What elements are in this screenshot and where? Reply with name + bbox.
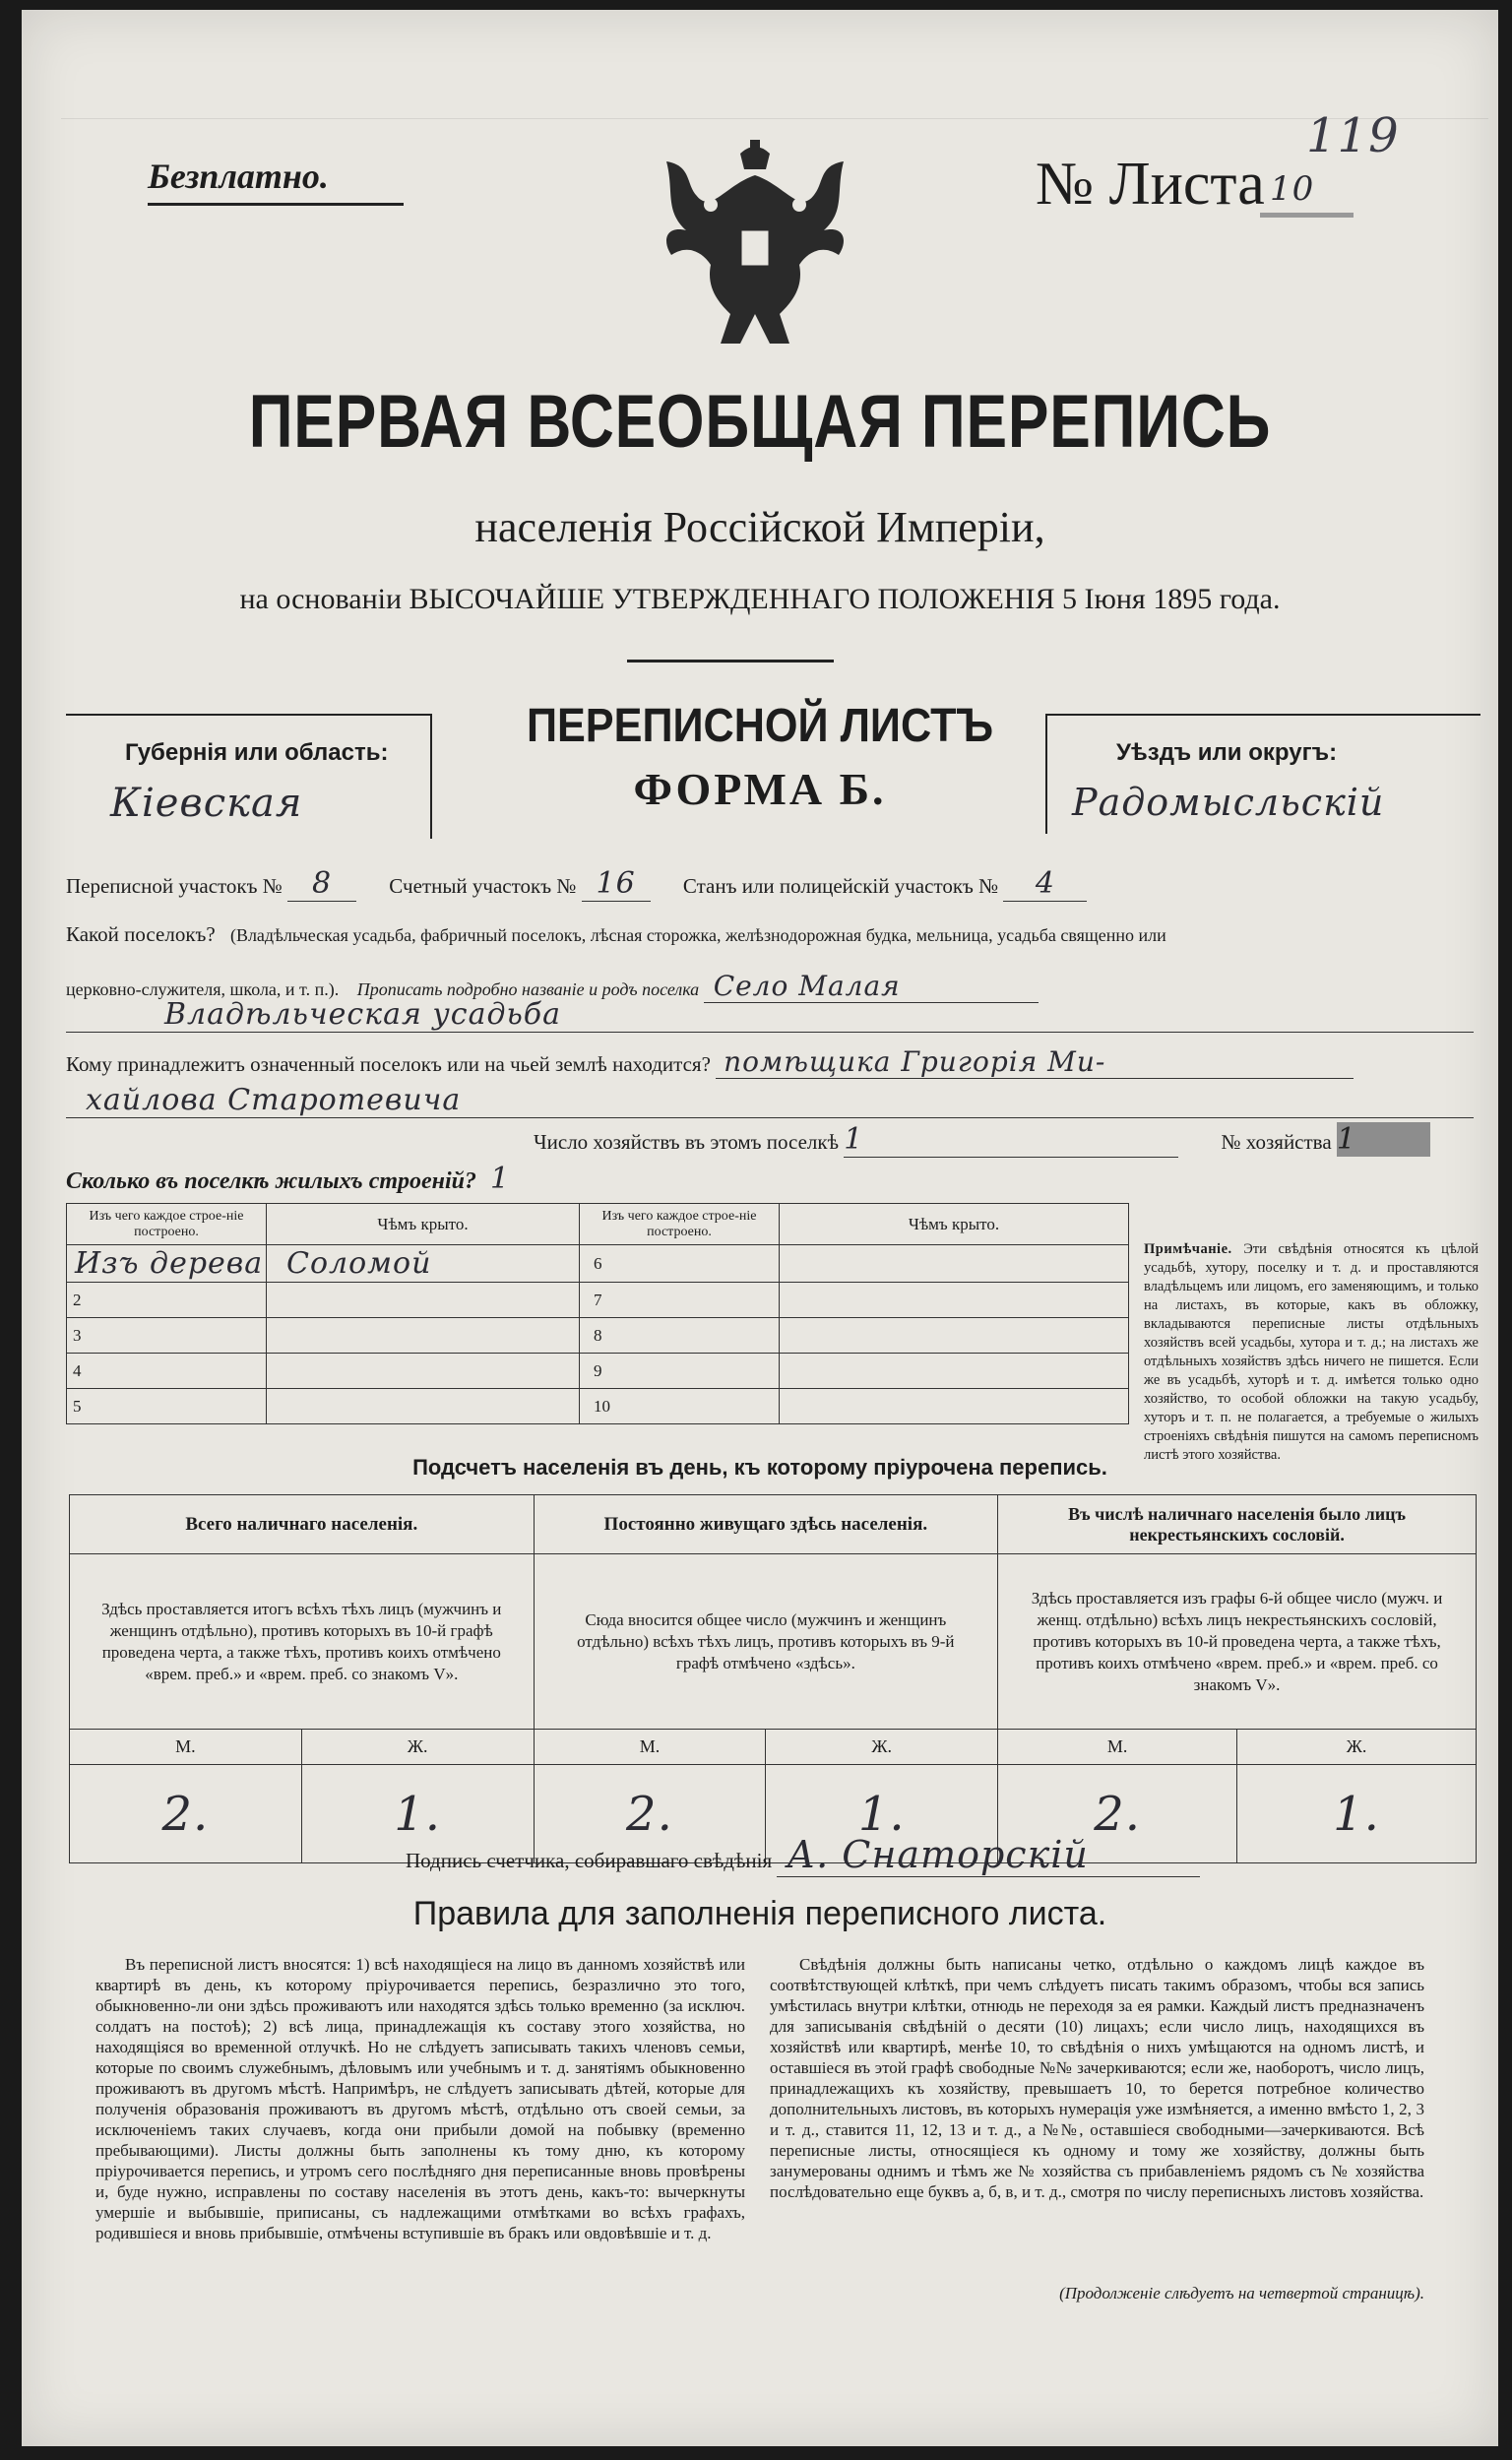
building-8-roof	[780, 1318, 1129, 1354]
building-8-number: 8	[580, 1318, 780, 1354]
signature-value: А. Снаторскій	[777, 1833, 1200, 1877]
table-row	[67, 1354, 1129, 1389]
table-row	[67, 1283, 1129, 1318]
table-row	[67, 1389, 1129, 1424]
building-10-number: 10	[580, 1389, 780, 1424]
poselok-value-2: Владѣльческая усадьба	[66, 997, 1474, 1033]
census-form-page	[22, 10, 1498, 2446]
gubernia-value: Кіевская	[110, 781, 303, 826]
buildings-row	[66, 1162, 510, 1196]
rules-continuation: (Продолженіе слѣдуетъ на четвертой страницѣ).	[1059, 2284, 1424, 2302]
population-col-nonpeasant: Въ числѣ наличнаго населенія было лицъ некрестьянскихъ сословій.	[998, 1495, 1477, 1554]
rules-left-column: Въ переписной листъ вносятся: 1) всѣ находящіеся на лицо въ данномъ хозяйствѣ или квартирѣ въ день, къ которому пріурочивается перепись, безразлично это того, обыкновенно-ли они здѣсь проживаютъ или находятся здѣсь только временно (за исключ. солдатъ на постоѣ); 2) всѣ лица, принадлежащія къ составу этого хозяйства, но находящіяся во временной отлучкѣ. Но не слѣдуетъ записывать такихъ членовъ семьи, которые по своимъ служебнымъ, дѣловымъ или учебнымъ и т. д. занятіямъ обыкновенно проживаютъ въ другомъ мѣстѣ. Напримѣръ, не слѣдуетъ записывать дѣтей, которые для полученія образованія проживаютъ въ другомъ мѣстѣ, отдѣльно отъ своей семьи, за исключеніемъ таких случаевъ, когда они прибыли домой на побывку (временно пребывающими). Листы должны быть заполнены къ тому дню, къ которому пріурочивается перепись, и утромъ сего послѣдняго дня переписанные вновь провѣрены и, буде нужно, исправлены по составу населенія въ этотъ день, какъ-то: вычеркнуты умершіе и выбывшіе, приписаны, съ надлежащими отмѣтками во всѣхъ графахъ, родившіеся и вновь прибывшіе, отмѣчены вступившіе въ бракъ или овдовѣвшіе и т. д.	[95, 1955, 745, 2242]
building-9-roof	[780, 1354, 1129, 1389]
gubernia-label: Губернія или область:	[125, 739, 389, 766]
building-6-number: 6	[580, 1245, 780, 1283]
census-title: ПЕРВАЯ ВСЕОБЩАЯ ПЕРЕПИСЬ	[248, 380, 1272, 464]
free-label: Безплатно.	[148, 157, 329, 196]
uezd-label: Уѣздъ или округъ:	[1116, 739, 1338, 766]
uchastok-value: 8	[287, 866, 356, 902]
population-table	[69, 1494, 1477, 1863]
buildings-label: Сколько въ поселкѣ жилыхъ строеній?	[66, 1168, 476, 1194]
note-lead: Примѣчаніе.	[1144, 1241, 1232, 1257]
sheet-number-label: № Листа	[1036, 151, 1265, 218]
building-5-number: 5	[67, 1389, 267, 1424]
building-7-roof	[780, 1283, 1129, 1318]
buildings-col-material: Изъ чего каждое строе-ніе построено.	[67, 1204, 267, 1245]
f-header-2: Ж.	[766, 1730, 998, 1765]
rules-right-column: Свѣдѣнія должны быть написаны четко, отдѣльно о каждомъ лицѣ каждое въ соотвѣтствующей клѣткѣ, при чемъ слѣдуетъ писать такимъ образомъ, чтобы вся запись умѣстилась внутри клѣтки, отнюдь не переходя за ея рамки. Каждый листъ предназначенъ для записыванія свѣдѣній о десяти (10) лицахъ; если число лицъ, находящихся въ хозяйствѣ или квартирѣ, менѣе 10, то свѣдѣнія о нихъ умѣщаются на одномъ листѣ, и оставшіеся въ этой графѣ свободные №№ зачеркиваются; если же, наоборотъ, число лицъ, принадлежащихъ къ хозяйству, превышаетъ 10, то берется потребное количество дополнительныхъ листовъ, въ которыхъ нумерація уже измѣняется, а именно вмѣсто 1, 2, 3 и т. д., ставится 11, 12, 13 и т. д., а №№, оставшіеся свободными—зачеркиваются. Всѣ переписные листы, относящіеся къ одному и тому же хозяйству, должны быть занумерованы однимъ и тѣмъ же № хозяйства съ прибавленіемъ рядомъ съ № хозяйства послѣдовательно еще буквъ а, б, в, и т. д., смотря по числу переписныхъ листовъ хозяйства.	[770, 1955, 1424, 2201]
households-value: 1	[844, 1122, 1178, 1158]
free-label-underline	[148, 203, 404, 206]
census-subtitle: населенія Россійской Имперіи,	[474, 503, 1045, 551]
sheet-number-underline	[1260, 213, 1354, 218]
imperial-eagle-icon	[652, 136, 858, 362]
building-2-number: 2	[67, 1283, 267, 1318]
owner-value-1: помѣщика Григорія Ми-	[716, 1045, 1354, 1079]
nonpeasant-male: 2.	[998, 1765, 1237, 1863]
signature-label: Подпись счетчика, собиравшаго свѣдѣнія	[406, 1849, 773, 1872]
stan-label: Станъ или полицейскій участокъ №	[682, 874, 999, 898]
m-header-3: М.	[998, 1730, 1237, 1765]
buildings-col-material-2: Изъ чего каждое строе-ніе построено.	[580, 1204, 780, 1245]
table-row	[67, 1245, 1129, 1283]
owner-label: Кому принадлежитъ означенный поселокъ или на чьей землѣ находится?	[66, 1052, 711, 1076]
census-basis: на основаніи ВЫСОЧАЙШЕ УТВЕРЖДЕННАГО ПОЛОЖЕНІЯ 5 Іюня 1895 года.	[239, 583, 1281, 615]
form-subtitle: ФОРМА Б.	[633, 764, 887, 814]
district-fields-row	[66, 866, 1087, 902]
permanent-male: 2.	[534, 1765, 766, 1863]
poselok-hint-2: церковно-служителя, школа, и т. п.).	[66, 979, 340, 999]
building-1-roof: Соломой	[267, 1245, 580, 1283]
m-header-1: М.	[70, 1730, 302, 1765]
building-10-roof	[780, 1389, 1129, 1424]
rules-title: Правила для заполненія переписного листа.	[412, 1895, 1107, 1932]
schetny-value: 16	[582, 866, 651, 902]
poselok-hint-3: Прописать подробно названіе и родъ поселка	[356, 979, 700, 999]
f-header-1: Ж.	[301, 1730, 534, 1765]
note-block	[1144, 1240, 1479, 1465]
note-text: Эти свѣдѣнія относятся къ цѣлой усадьбѣ, хутору, поселку и т. д. и проставляются владѣльцемъ или лицомъ, его заменяющимъ, и только на листахъ, въ которые, какъ въ обложку, вкладываются переписные листы отдѣльныхъ хозяйствъ всей усадьбы, хутора и т. д.; на листахъ же отдѣльныхъ хозяйствъ здѣсь ничего не пишется. Если же въ усадьбѣ, хуторѣ и т. д. имѣется только одно хозяйство, то особой обложки на такую усадьбу, хуторъ и т. п. не полагается, а требуемые о жилыхъ строеніяхъ свѣдѣнія пишутся на самомъ переписномъ листѣ этого хозяйства.	[1144, 1241, 1479, 1463]
uezd-value: Радомысльскій	[1072, 781, 1385, 824]
total-female: 1.	[301, 1765, 534, 1863]
buildings-table	[66, 1203, 1129, 1424]
building-6-roof	[780, 1245, 1129, 1283]
table-row	[67, 1318, 1129, 1354]
building-4-roof	[267, 1354, 580, 1389]
building-3-roof	[267, 1318, 580, 1354]
population-heading: Подсчетъ населенія въ день, къ которому пріурочена перепись.	[412, 1455, 1107, 1480]
population-col-total: Всего наличнаго населенія.	[70, 1495, 535, 1554]
signature-row	[406, 1833, 1200, 1877]
title-divider	[627, 660, 834, 662]
building-9-number: 9	[580, 1354, 780, 1389]
household-number-label: № хозяйства	[1221, 1130, 1332, 1154]
buildings-col-roof: Чѣмъ крыто.	[267, 1204, 580, 1245]
m-header-2: М.	[534, 1730, 766, 1765]
building-1-material: Изъ дерева	[67, 1245, 267, 1283]
sheet-number-value: 10	[1270, 169, 1315, 209]
household-number-value: 1	[1337, 1122, 1430, 1157]
population-nonpeasant-desc: Здѣсь проставляется изъ графы 6-й общее число (мужч. и женщ. отдѣльно) всѣхъ лицъ некрестьянскихъ сословій, противъ которыхъ въ 10-й проведена черта, а также тѣхъ, противъ коихъ отмѣчено «врем. преб.» и «врем. преб. со знакомъ V».	[998, 1554, 1477, 1730]
population-col-permanent: Постоянно живущаго здѣсь населенія.	[534, 1495, 998, 1554]
schetny-label: Счетный участокъ №	[389, 874, 577, 898]
nonpeasant-female: 1.	[1237, 1765, 1477, 1863]
form-title: ПЕРЕПИСНОЙ ЛИСТЪ	[526, 700, 994, 752]
owner-row	[66, 1045, 1354, 1079]
poselok-value-1: Село Малая	[704, 970, 1039, 1003]
gubernia-box	[66, 714, 432, 839]
households-row	[534, 1122, 1430, 1158]
households-label: Число хозяйствъ въ этомъ поселкѣ	[534, 1130, 839, 1154]
poselok-hint-1: (Владѣльческая усадьба, фабричный поселокъ, лѣсная сторожка, желѣзнодорожная будка, мельница, усадьба священно или	[229, 925, 1166, 945]
owner-value-2: хайлова Старотевича	[66, 1083, 1474, 1118]
uezd-box	[1045, 714, 1480, 834]
stan-value: 4	[1003, 866, 1087, 902]
page-number: 119	[1306, 108, 1400, 163]
population-permanent-desc: Сюда вносится общее число (мужчинъ и женщинъ отдѣльно) всѣхъ тѣхъ лицъ, противъ которыхъ въ 9-й графѣ отмѣчено «здѣсь».	[534, 1554, 998, 1730]
population-total-desc: Здѣсь проставляется итогъ всѣхъ тѣхъ лицъ (мужчинъ и женщинъ отдѣльно), противъ которыхъ въ 10-й графѣ проведена черта, а также тѣхъ, противъ коихъ отмѣчено «врем. преб.» и «врем. преб. со знакомъ V».	[70, 1554, 535, 1730]
building-3-number: 3	[67, 1318, 267, 1354]
f-header-3: Ж.	[1237, 1730, 1477, 1765]
buildings-value: 1	[490, 1162, 511, 1196]
building-5-roof	[267, 1389, 580, 1424]
poselok-row	[66, 922, 1166, 947]
uchastok-label: Переписной участокъ №	[66, 874, 283, 898]
permanent-female: 1.	[766, 1765, 998, 1863]
buildings-col-roof-2: Чѣмъ крыто.	[780, 1204, 1129, 1245]
building-7-number: 7	[580, 1283, 780, 1318]
building-4-number: 4	[67, 1354, 267, 1389]
poselok-label: Какой поселокъ?	[66, 922, 216, 946]
total-male: 2.	[70, 1765, 302, 1863]
building-2-roof	[267, 1283, 580, 1318]
